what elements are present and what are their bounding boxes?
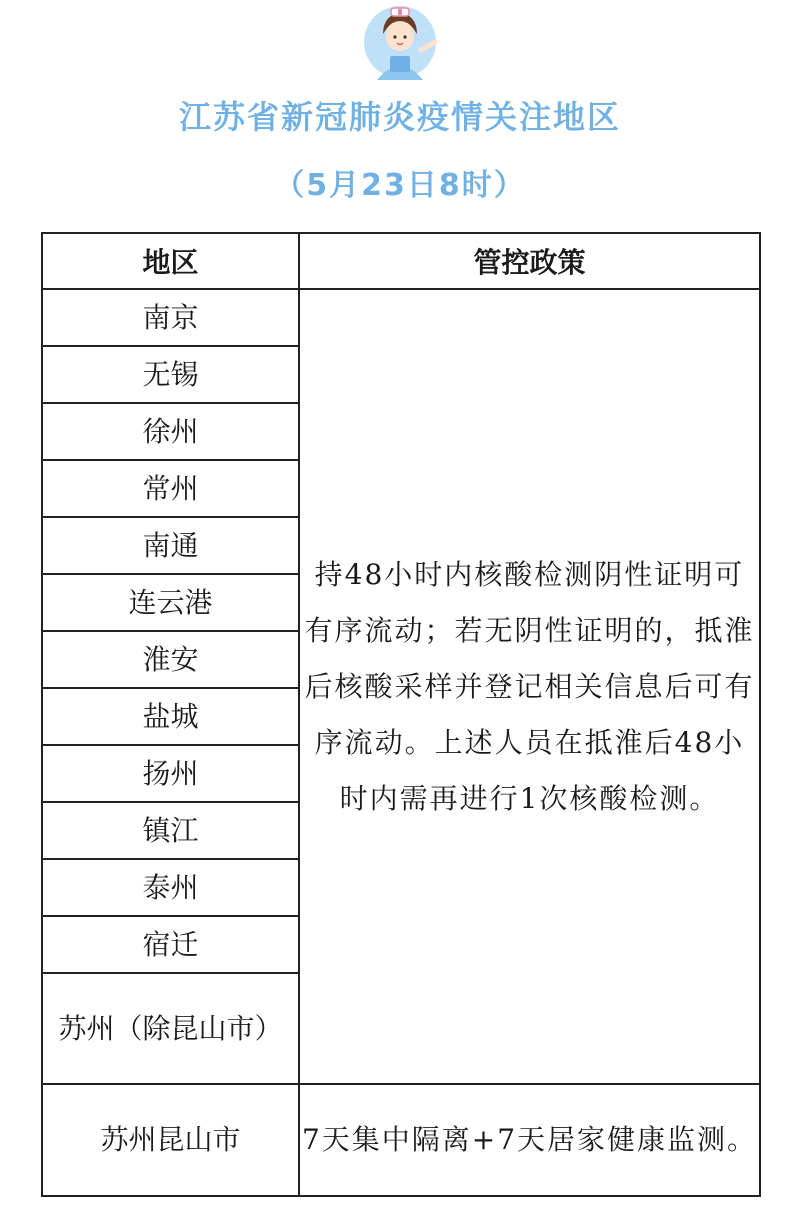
- policy-cell: 7天集中隔离+7天居家健康监测。: [299, 1084, 760, 1196]
- header-policy: 管控政策: [299, 233, 760, 289]
- policy-table: [41, 232, 761, 1197]
- region-cell: 苏州（除昆山市）: [42, 973, 299, 1084]
- table-header-row: [42, 233, 760, 289]
- region-cell: 常州: [42, 460, 299, 517]
- region-cell: 南通: [42, 517, 299, 574]
- region-cell: 徐州: [42, 403, 299, 460]
- region-cell: 宿迁: [42, 916, 299, 973]
- page-subtitle: （5月23日8时）: [274, 168, 526, 203]
- region-cell: 南京: [42, 289, 299, 346]
- region-cell: 苏州昆山市: [42, 1084, 299, 1196]
- region-cell: 连云港: [42, 574, 299, 631]
- table-row: [42, 289, 760, 346]
- policy-cell: 持48小时内核酸检测阴性证明可有序流动；若无阴性证明的，抵淮后核酸采样并登记相关信息后可有序流动。上述人员在抵淮后48小时内需再进行1次核酸检测。: [299, 289, 760, 1084]
- region-cell: 盐城: [42, 688, 299, 745]
- region-cell: 扬州: [42, 745, 299, 802]
- page-title: 江苏省新冠肺炎疫情关注地区: [178, 98, 621, 136]
- region-cell: 泰州: [42, 859, 299, 916]
- nurse-icon: [355, 0, 445, 80]
- region-cell: 淮安: [42, 631, 299, 688]
- table-row: [42, 1084, 760, 1196]
- header-region: 地区: [42, 233, 299, 289]
- region-cell: 无锡: [42, 346, 299, 403]
- region-cell: 镇江: [42, 802, 299, 859]
